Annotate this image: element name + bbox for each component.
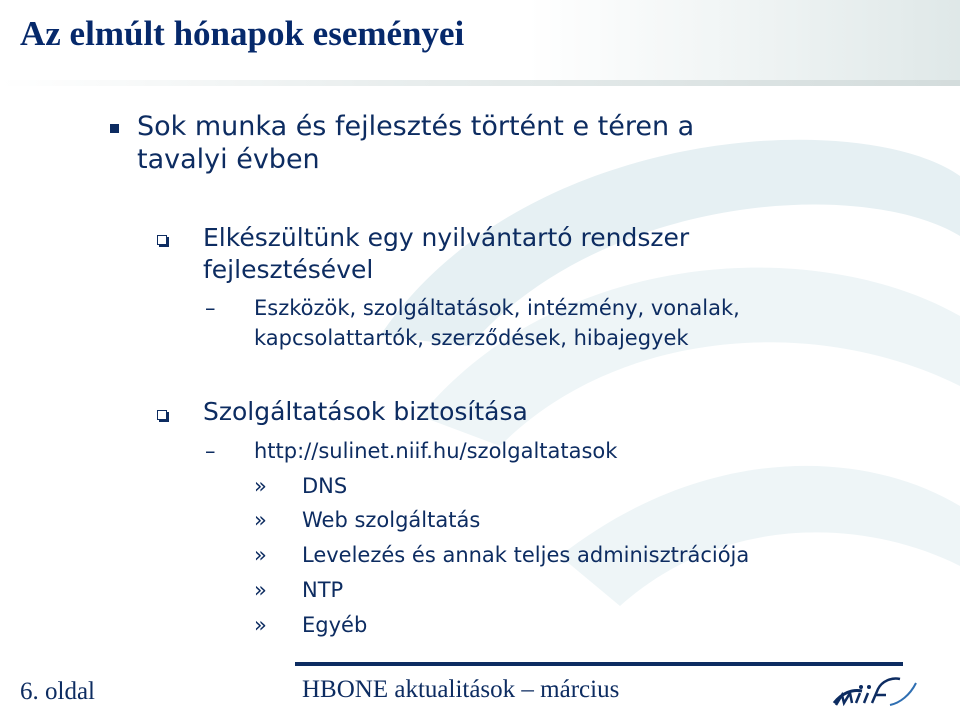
marker: » bbox=[254, 508, 267, 532]
niif-logo-icon bbox=[830, 669, 920, 711]
list-item: Egyéb bbox=[302, 613, 368, 637]
marker: » bbox=[254, 474, 267, 498]
footer-divider bbox=[295, 662, 903, 666]
detail-1-line-2: kapcsolattartók, szerződések, hibajegyek bbox=[254, 326, 689, 350]
checkbox-bullet-icon bbox=[157, 410, 167, 420]
list-item: NTP bbox=[302, 578, 344, 602]
list-item: Levelezés és annak teljes adminisztrációja bbox=[302, 543, 750, 567]
marker: » bbox=[254, 613, 267, 637]
sub-bullet-1-line-2: fejlesztésével bbox=[203, 255, 374, 284]
bullet-line-1: Sok munka és fejlesztés történt e téren a bbox=[137, 111, 695, 142]
checkbox-bullet-icon bbox=[157, 235, 167, 245]
marker: » bbox=[254, 543, 267, 567]
list-item: Web szolgáltatás bbox=[302, 508, 481, 532]
services-url: http://sulinet.niif.hu/szolgaltatasok bbox=[254, 439, 618, 463]
marker: » bbox=[254, 578, 267, 602]
sub-bullet-2-line-1: Szolgáltatások biztosítása bbox=[203, 397, 528, 426]
detail-dash: – bbox=[205, 439, 216, 463]
page-number: 6. oldal bbox=[20, 678, 95, 705]
sub-bullet-1-line-1: Elkészültünk egy nyilvántartó rendszer bbox=[203, 223, 690, 252]
footer-title: HBONE aktualitások – március bbox=[302, 676, 620, 703]
detail-dash: – bbox=[205, 296, 216, 320]
list-item: DNS bbox=[302, 474, 348, 498]
square-bullet-icon bbox=[110, 124, 119, 133]
slide-title: Az elmúlt hónapok eseményei bbox=[20, 14, 465, 53]
detail-1-line-1: Eszközök, szolgáltatások, intézmény, vonalak, bbox=[254, 296, 740, 320]
bullet-line-2: tavalyi évben bbox=[137, 144, 320, 175]
